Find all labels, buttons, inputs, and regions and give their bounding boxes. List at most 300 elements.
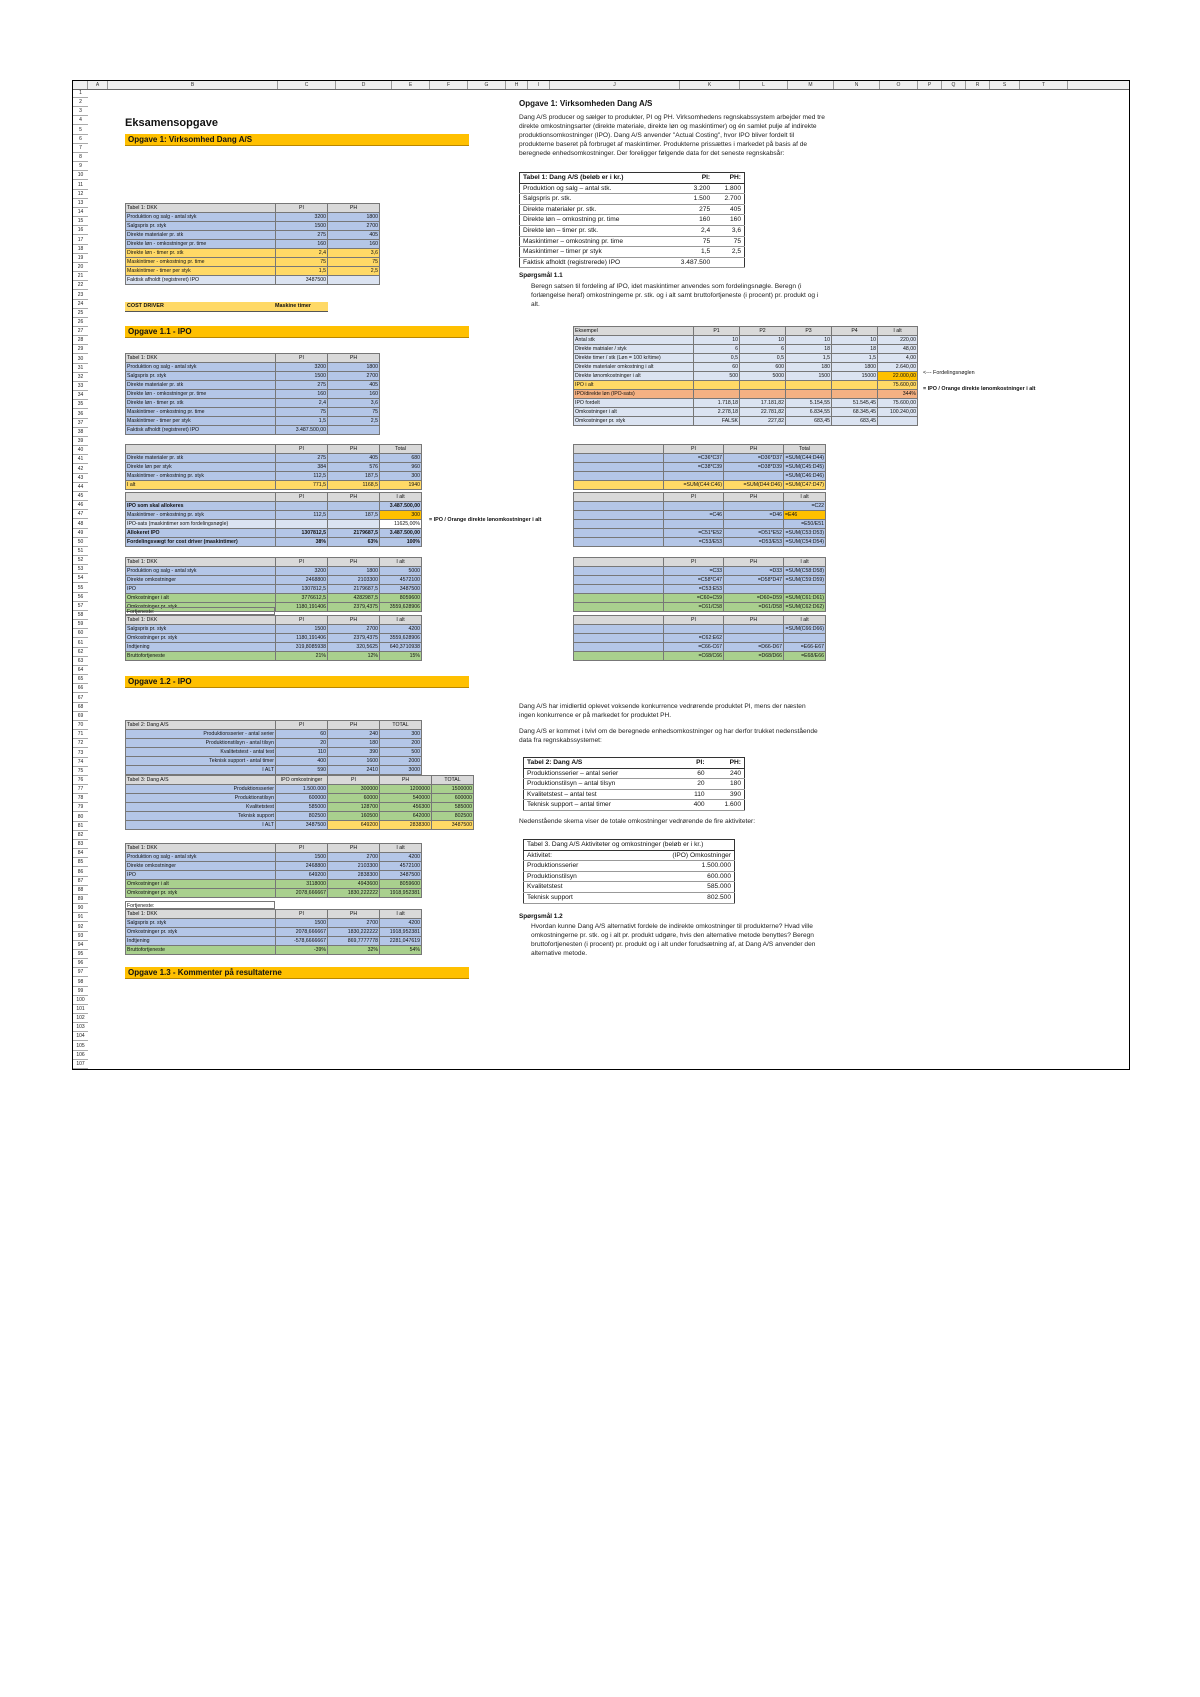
cell[interactable] <box>724 625 784 634</box>
cell[interactable] <box>878 417 918 426</box>
cell[interactable]: FALSK <box>694 417 740 426</box>
cell[interactable]: 100.240,00 <box>878 408 918 417</box>
cell[interactable]: Salgspris pr. styk <box>126 372 276 381</box>
cell[interactable]: 160500 <box>328 812 380 821</box>
header-cell[interactable]: PI <box>276 354 328 363</box>
row-header[interactable]: 104 <box>73 1032 88 1041</box>
cell[interactable]: 2000 <box>380 757 422 766</box>
cell[interactable]: 1500 <box>276 372 328 381</box>
cell[interactable] <box>740 390 786 399</box>
row-header[interactable]: 54 <box>73 574 88 583</box>
cell[interactable]: Produktionsserier - antal serier <box>126 730 276 739</box>
cell[interactable]: 4200 <box>380 853 422 862</box>
cell[interactable]: 3559,628906 <box>380 634 422 643</box>
cell[interactable]: 160 <box>276 240 328 249</box>
cell[interactable]: 1800 <box>328 567 380 576</box>
cell[interactable]: =C36*C37 <box>664 454 724 463</box>
header-cell[interactable] <box>574 558 664 567</box>
cell[interactable]: Produktion og salg - antal styk <box>126 213 276 222</box>
cell[interactable]: 1800 <box>328 363 380 372</box>
header-cell[interactable]: I alt <box>380 616 422 625</box>
cell[interactable]: 4,00 <box>878 354 918 363</box>
cell[interactable]: 585000 <box>276 803 328 812</box>
row-header[interactable]: 53 <box>73 565 88 574</box>
row-header[interactable]: 82 <box>73 831 88 840</box>
header-cell[interactable]: Tabel 1: DKK <box>126 354 276 363</box>
row-header[interactable]: 17 <box>73 236 88 245</box>
cell[interactable]: 75 <box>328 258 380 267</box>
row-header[interactable]: 50 <box>73 538 88 547</box>
row-header[interactable]: 64 <box>73 666 88 675</box>
cell[interactable]: IPO som skal allokeres <box>126 502 276 511</box>
cell[interactable]: 2.640,00 <box>878 363 918 372</box>
row-header[interactable]: 3 <box>73 107 88 116</box>
column-header[interactable]: R <box>966 81 990 89</box>
cell[interactable]: Produktion og salg - antal styk <box>126 567 276 576</box>
cell[interactable]: =D60+D59 <box>724 594 784 603</box>
cell[interactable]: 1500 <box>276 222 328 231</box>
cell[interactable]: Omkostninger i alt <box>126 594 276 603</box>
header-cell[interactable]: I alt <box>380 558 422 567</box>
header-cell[interactable]: P3 <box>786 327 832 336</box>
header-cell[interactable]: PI <box>276 616 328 625</box>
cell[interactable] <box>786 381 832 390</box>
row-header[interactable]: 94 <box>73 941 88 950</box>
row-header[interactable]: 60 <box>73 629 88 638</box>
column-header[interactable]: S <box>990 81 1020 89</box>
row-header[interactable]: 49 <box>73 529 88 538</box>
cell[interactable]: 3487500 <box>432 821 474 830</box>
cell[interactable]: Allokeret IPO <box>126 529 276 538</box>
row-header[interactable]: 102 <box>73 1014 88 1023</box>
cell[interactable]: 3776612,5 <box>276 594 328 603</box>
cell[interactable]: 540000 <box>380 794 432 803</box>
cell[interactable]: 4200 <box>380 625 422 634</box>
header-cell[interactable]: I alt <box>784 493 826 502</box>
cell[interactable]: =SUM(C47:D47) <box>785 481 824 488</box>
cell[interactable]: Bruttofortjeneste <box>126 946 276 955</box>
header-cell[interactable]: I alt <box>380 493 422 502</box>
cell[interactable]: 456300 <box>380 803 432 812</box>
cell[interactable]: =SUM(C45:D45) <box>785 463 824 470</box>
cell[interactable]: 1,5 <box>276 267 328 276</box>
header-cell[interactable]: I alt <box>784 558 826 567</box>
cell[interactable]: =D68/D66 <box>724 652 784 661</box>
cell[interactable]: =SUM(C44:C46) <box>664 481 724 490</box>
row-header[interactable]: 55 <box>73 584 88 593</box>
cell[interactable]: 18 <box>832 345 878 354</box>
cell[interactable]: =E46 <box>784 511 826 520</box>
row-header[interactable]: 30 <box>73 355 88 364</box>
cell[interactable]: Omkostninger i alt <box>574 408 694 417</box>
cell[interactable]: 2179687,5 <box>328 585 380 594</box>
cell[interactable]: IPO <box>126 585 276 594</box>
cell[interactable]: Maskintimer - timer per styk <box>126 417 276 426</box>
cell[interactable]: 802500 <box>432 812 474 821</box>
row-header[interactable]: 70 <box>73 721 88 730</box>
cell[interactable]: =C66-C67 <box>664 643 724 652</box>
header-cell[interactable]: P2 <box>740 327 786 336</box>
header-cell[interactable]: PH <box>328 445 380 454</box>
header-cell[interactable]: PI <box>664 445 724 454</box>
cell[interactable] <box>574 520 664 529</box>
cell[interactable]: 6 <box>740 345 786 354</box>
row-header[interactable]: 77 <box>73 785 88 794</box>
row-header[interactable]: 35 <box>73 400 88 409</box>
cell[interactable]: 12% <box>328 652 380 661</box>
cell[interactable]: =C51*E52 <box>664 529 724 538</box>
column-header[interactable]: Q <box>942 81 966 89</box>
cell[interactable] <box>832 381 878 390</box>
cell[interactable] <box>574 538 664 547</box>
cell[interactable]: Produktionstilsyn <box>126 794 276 803</box>
cell[interactable]: Direkte materialer omkostning i alt <box>574 363 694 372</box>
cell[interactable]: 200 <box>380 739 422 748</box>
cell[interactable]: 75 <box>328 408 380 417</box>
cell[interactable]: 1,5 <box>786 354 832 363</box>
row-header[interactable]: 80 <box>73 813 88 822</box>
header-cell[interactable]: TOTAL <box>380 721 422 730</box>
cell[interactable]: 160 <box>328 240 380 249</box>
header-cell[interactable]: PI <box>664 616 724 625</box>
header-cell[interactable]: IPO omkostninger <box>276 776 328 785</box>
cell[interactable]: 2,4 <box>276 249 328 258</box>
row-header[interactable]: 22 <box>73 281 88 290</box>
cell[interactable]: 1180,191406 <box>276 603 328 612</box>
cell[interactable]: 683,45 <box>786 417 832 426</box>
cell[interactable]: =C33 <box>664 567 724 576</box>
cell[interactable]: 319,8085938 <box>276 643 328 652</box>
cell[interactable]: 51.545,45 <box>832 399 878 408</box>
cell[interactable] <box>740 381 786 390</box>
cell[interactable]: 2468800 <box>276 576 328 585</box>
cell[interactable]: 227,82 <box>740 417 786 426</box>
cell[interactable]: 220,00 <box>878 336 918 345</box>
cell[interactable]: 2379,4375 <box>328 634 380 643</box>
cell[interactable]: 75.600,00 <box>878 381 918 390</box>
cell[interactable]: Indtjening <box>126 937 276 946</box>
header-cell[interactable]: PI <box>276 844 328 853</box>
row-header[interactable]: 86 <box>73 868 88 877</box>
row-header[interactable]: 105 <box>73 1042 88 1051</box>
row-header[interactable]: 18 <box>73 245 88 254</box>
header-cell[interactable]: P4 <box>832 327 878 336</box>
row-header[interactable]: 37 <box>73 419 88 428</box>
header-cell[interactable] <box>574 616 664 625</box>
cell[interactable]: 10 <box>832 336 878 345</box>
row-header[interactable]: 19 <box>73 254 88 263</box>
cell[interactable] <box>328 520 380 529</box>
cell[interactable]: =C68/C66 <box>664 652 724 661</box>
header-cell[interactable]: PH <box>724 493 784 502</box>
row-header[interactable]: 6 <box>73 135 88 144</box>
row-header[interactable]: 33 <box>73 382 88 391</box>
cell[interactable]: Direkte løn per styk <box>126 463 276 472</box>
cell[interactable]: 405 <box>328 381 380 390</box>
cell[interactable]: 600000 <box>276 794 328 803</box>
cell[interactable]: 2103300 <box>328 576 380 585</box>
row-header[interactable]: 69 <box>73 712 88 721</box>
cell[interactable]: Direkte timer / stk (Løn = 100 kr/time) <box>574 354 694 363</box>
cell[interactable]: 1800 <box>328 213 380 222</box>
cell[interactable]: 48,00 <box>878 345 918 354</box>
row-header[interactable]: 7 <box>73 144 88 153</box>
header-cell[interactable]: Tabel 1: DKK <box>126 844 276 853</box>
cell[interactable]: Salgspris pr. styk <box>126 919 276 928</box>
cell[interactable] <box>574 529 664 538</box>
cell[interactable]: 590 <box>276 766 328 775</box>
header-cell[interactable]: PI <box>276 493 328 502</box>
cell[interactable]: 2.278,18 <box>694 408 740 417</box>
cell[interactable]: Omkostninger pr. styk <box>574 417 694 426</box>
cell[interactable]: 10 <box>740 336 786 345</box>
row-header[interactable]: 95 <box>73 950 88 959</box>
cell[interactable] <box>574 625 664 634</box>
cell[interactable]: 3559,628906 <box>380 603 422 612</box>
cell[interactable]: Maskintimer - omkostning pr. time <box>126 258 276 267</box>
header-cell[interactable]: Tabel 2: Dang A/S <box>126 721 276 730</box>
cell[interactable]: =D46 <box>724 511 784 520</box>
cell[interactable]: 320,5625 <box>328 643 380 652</box>
header-cell[interactable]: I alt <box>784 616 826 625</box>
cell[interactable]: Direkte matrialer / styk <box>574 345 694 354</box>
cell[interactable]: Faktisk afholdt (registreret) IPO <box>126 276 276 285</box>
row-header[interactable]: 88 <box>73 886 88 895</box>
cell[interactable]: =C22 <box>784 502 826 511</box>
cell[interactable]: I ALT <box>126 766 276 775</box>
cell[interactable]: 649200 <box>328 821 380 830</box>
row-header[interactable]: 1 <box>73 89 88 98</box>
cell[interactable]: 600000 <box>432 794 474 803</box>
cell[interactable]: 2078,666667 <box>276 928 328 937</box>
row-header[interactable]: 56 <box>73 593 88 602</box>
cell[interactable]: 1500 <box>276 853 328 862</box>
cell[interactable] <box>574 652 664 661</box>
header-cell[interactable]: Total <box>380 445 422 454</box>
cell[interactable]: 600 <box>740 363 786 372</box>
cell[interactable]: 0,5 <box>740 354 786 363</box>
cell[interactable]: 275 <box>276 231 328 240</box>
cell[interactable] <box>574 603 664 612</box>
cell[interactable]: 8059600 <box>380 880 422 889</box>
row-header[interactable]: 10 <box>73 171 88 180</box>
row-header[interactable]: 51 <box>73 547 88 556</box>
cell[interactable]: 4943600 <box>328 880 380 889</box>
row-header[interactable]: 47 <box>73 510 88 519</box>
cell[interactable]: =SUM(C53:D53) <box>785 529 824 536</box>
column-header[interactable]: T <box>1020 81 1068 89</box>
header-cell[interactable]: P1 <box>694 327 740 336</box>
column-header[interactable]: K <box>680 81 740 89</box>
column-header[interactable]: H <box>506 81 528 89</box>
row-header[interactable]: 8 <box>73 153 88 162</box>
cell[interactable] <box>574 594 664 603</box>
cell[interactable]: 1830,222222 <box>328 928 380 937</box>
cell[interactable]: 0,5 <box>694 354 740 363</box>
cell[interactable]: =SUM(C44:D44) <box>785 454 824 461</box>
cell[interactable]: 21% <box>276 652 328 661</box>
header-cell[interactable]: PH <box>328 721 380 730</box>
row-header[interactable]: 84 <box>73 849 88 858</box>
row-header[interactable]: 83 <box>73 840 88 849</box>
cell[interactable]: 187,5 <box>328 472 380 481</box>
row-header[interactable]: 9 <box>73 162 88 171</box>
cell[interactable]: Maskintimer - omkostning pr. styk <box>126 511 276 520</box>
header-cell[interactable]: PH <box>328 493 380 502</box>
cell[interactable]: 4572100 <box>380 862 422 871</box>
row-header[interactable]: 62 <box>73 648 88 657</box>
cell[interactable]: 2468800 <box>276 862 328 871</box>
row-header[interactable]: 99 <box>73 987 88 996</box>
cell[interactable]: 2838300 <box>380 821 432 830</box>
cell[interactable] <box>694 390 740 399</box>
header-cell[interactable] <box>574 493 664 502</box>
cell[interactable]: 75 <box>276 258 328 267</box>
cell[interactable]: =D51*E52 <box>724 529 784 538</box>
cell[interactable] <box>328 276 380 285</box>
cell[interactable]: 15000 <box>832 372 878 381</box>
cell[interactable]: 180 <box>328 739 380 748</box>
header-cell[interactable]: PH <box>724 616 784 625</box>
header-cell[interactable]: PH <box>724 558 784 567</box>
header-cell[interactable]: I alt <box>878 327 918 336</box>
header-cell[interactable]: Tabel 1: DKK <box>126 910 276 919</box>
cell[interactable] <box>784 634 826 643</box>
cell[interactable]: 160 <box>276 390 328 399</box>
cell[interactable] <box>724 634 784 643</box>
cell[interactable]: 112,5 <box>276 472 328 481</box>
cell[interactable]: 240 <box>328 730 380 739</box>
row-header[interactable]: 71 <box>73 730 88 739</box>
cell[interactable]: 75.600,00 <box>878 399 918 408</box>
cell[interactable]: Maskintimer - timer per styk <box>126 267 276 276</box>
row-header[interactable]: 32 <box>73 373 88 382</box>
cell[interactable]: 6.834,55 <box>786 408 832 417</box>
cell[interactable]: Direkte materialer pr. stk <box>126 381 276 390</box>
row-header[interactable]: 13 <box>73 199 88 208</box>
cell[interactable]: 649200 <box>276 871 328 880</box>
cell[interactable]: =SUM(C58:D58) <box>785 567 824 574</box>
row-header[interactable]: 57 <box>73 602 88 611</box>
cell[interactable]: 5000 <box>740 372 786 381</box>
cell[interactable]: Direkte materialer pr. stk <box>126 231 276 240</box>
cell[interactable]: Omkostninger pr. styk <box>126 634 276 643</box>
row-header[interactable]: 73 <box>73 749 88 758</box>
column-header[interactable]: D <box>336 81 392 89</box>
cell[interactable]: -578,6666667 <box>276 937 328 946</box>
cell[interactable]: -39% <box>276 946 328 955</box>
header-cell[interactable]: I alt <box>380 910 422 919</box>
cell[interactable]: 1.500.000 <box>276 785 328 794</box>
column-header[interactable]: G <box>468 81 506 89</box>
cell[interactable]: 10 <box>786 336 832 345</box>
header-cell[interactable]: Tabel 1: DKK <box>126 616 276 625</box>
cell[interactable]: =C62:E62 <box>664 634 724 643</box>
row-header[interactable]: 103 <box>73 1023 88 1032</box>
cell[interactable]: Maskintimer - omkostning pr. styk <box>126 472 276 481</box>
cell[interactable]: 1940 <box>380 481 422 490</box>
header-cell[interactable]: PI <box>664 558 724 567</box>
row-header[interactable]: 26 <box>73 318 88 327</box>
cell[interactable] <box>574 463 664 472</box>
cell[interactable]: 3.487.500,00 <box>276 426 328 435</box>
cell[interactable]: =C38*C39 <box>664 463 724 472</box>
cell[interactable]: =C46 <box>664 511 724 520</box>
cell[interactable]: 405 <box>328 454 380 463</box>
cell[interactable]: 160 <box>328 390 380 399</box>
row-header[interactable]: 31 <box>73 364 88 373</box>
cell[interactable]: 300000 <box>328 785 380 794</box>
cell[interactable]: I ALT <box>126 821 276 830</box>
cell[interactable]: Faktisk afholdt (registreret) IPO <box>126 426 276 435</box>
cell[interactable]: =C53:E53 <box>664 585 724 594</box>
cell[interactable]: Direkte materialer pr. stk <box>126 454 276 463</box>
cell[interactable]: Antal stk <box>574 336 694 345</box>
header-cell[interactable]: PH <box>328 910 380 919</box>
cell[interactable] <box>574 643 664 652</box>
cell[interactable] <box>724 472 784 481</box>
cell[interactable]: Bruttofortjeneste <box>126 652 276 661</box>
cell[interactable]: 4282987,5 <box>328 594 380 603</box>
cell[interactable]: =C53/E53 <box>664 538 724 547</box>
row-header[interactable]: 58 <box>73 611 88 620</box>
row-header[interactable]: 38 <box>73 428 88 437</box>
cell[interactable]: 32% <box>328 946 380 955</box>
cell[interactable]: 1500 <box>276 919 328 928</box>
header-cell[interactable] <box>126 445 276 454</box>
cell[interactable]: =SUM(C46:D46) <box>785 472 824 479</box>
column-header[interactable]: C <box>278 81 336 89</box>
row-header[interactable]: 100 <box>73 996 88 1005</box>
cell[interactable]: 1,5 <box>832 354 878 363</box>
cell[interactable]: 22.781,82 <box>740 408 786 417</box>
cell[interactable]: =D66-D67 <box>724 643 784 652</box>
header-cell[interactable]: PH <box>724 445 784 454</box>
row-header[interactable]: 21 <box>73 272 88 281</box>
row-header[interactable]: 39 <box>73 437 88 446</box>
row-header[interactable]: 2 <box>73 98 88 107</box>
row-header[interactable]: 34 <box>73 391 88 400</box>
cell[interactable] <box>574 481 664 490</box>
header-cell[interactable]: PH <box>328 616 380 625</box>
row-header[interactable]: 85 <box>73 858 88 867</box>
cell[interactable]: Omkostninger i alt <box>126 880 276 889</box>
cell[interactable]: =E50/E51 <box>784 520 826 529</box>
cell[interactable]: 54% <box>380 946 422 955</box>
cell[interactable]: Produktionstilsyn - antal tilsyn <box>126 739 276 748</box>
cell[interactable]: =C60+C59 <box>664 594 724 603</box>
column-header[interactable]: P <box>918 81 942 89</box>
row-header[interactable]: 97 <box>73 968 88 977</box>
row-header[interactable]: 20 <box>73 263 88 272</box>
header-cell[interactable]: PH <box>380 776 432 785</box>
cell[interactable]: 2700 <box>328 222 380 231</box>
row-header[interactable]: 61 <box>73 639 88 648</box>
cell[interactable]: =D53/E53 <box>724 538 784 547</box>
column-header[interactable]: A <box>88 81 108 89</box>
cell[interactable]: 100% <box>380 538 422 547</box>
cell[interactable]: IPO-sats (maskintimer som fordelingsnøgle) <box>126 520 276 529</box>
cell[interactable] <box>724 502 784 511</box>
row-header[interactable]: 11 <box>73 181 88 190</box>
row-header[interactable]: 28 <box>73 336 88 345</box>
row-header[interactable]: 67 <box>73 694 88 703</box>
cell[interactable]: Direkte omkostninger <box>126 862 276 871</box>
row-header[interactable]: 65 <box>73 675 88 684</box>
cell[interactable]: 2,4 <box>276 399 328 408</box>
cell[interactable] <box>664 472 724 481</box>
row-header[interactable]: 93 <box>73 932 88 941</box>
